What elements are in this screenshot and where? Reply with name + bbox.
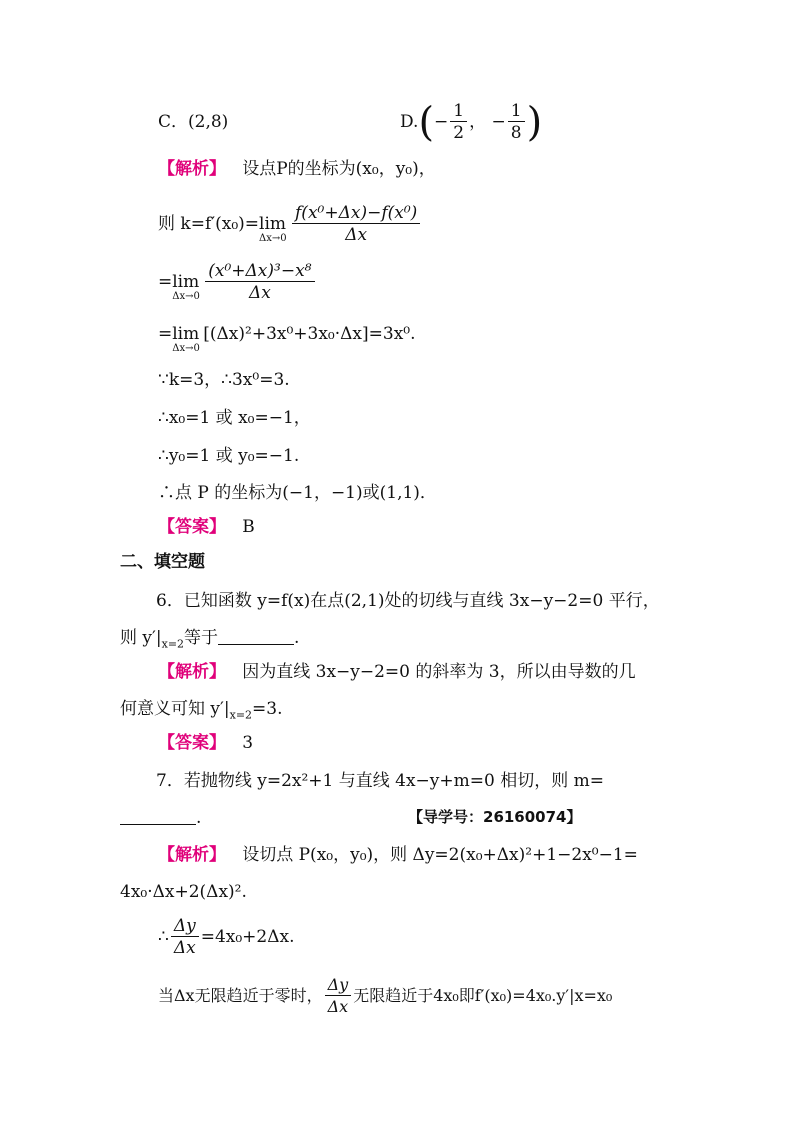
section-title: 二、填空题 xyxy=(120,552,205,572)
text: 无限趋近于4x₀即f′(x₀)=4x₀.y′|x=x₀ xyxy=(353,986,613,1005)
lim xyxy=(259,200,290,248)
frac-num: Δy xyxy=(173,916,196,936)
frac-num: 1 xyxy=(510,101,522,121)
text: 何意义可知 y′| xyxy=(120,699,230,719)
q5-jiexi-line1 xyxy=(158,157,436,181)
sub: x=2 xyxy=(229,708,253,722)
q6-jiexi-line2 xyxy=(120,697,283,727)
frac-den: Δx xyxy=(325,995,352,1018)
frac-den: Δx xyxy=(205,281,314,304)
q7-jiexi-line2: 4x₀·Δx+2(Δx)². xyxy=(120,882,247,902)
sub: x=2 xyxy=(161,637,185,651)
guide-number: 【导学号：26160074】 xyxy=(408,808,582,826)
jiexi-tag: 【解析】 xyxy=(158,159,226,179)
left-paren: ( xyxy=(418,99,435,146)
q5-line4 xyxy=(158,322,416,354)
q5-line5: ∵k=3，∴3x⁰=3. xyxy=(158,370,290,390)
frac-num: f(x⁰+Δx)−f(x⁰) xyxy=(295,203,418,223)
text: = xyxy=(158,324,173,344)
text: 设切点 P(x₀，y₀)，则 Δy=2(x₀+Δx)²+1−2x⁰−1= xyxy=(242,845,638,865)
text: 则 y′| xyxy=(120,628,162,648)
lim xyxy=(172,258,203,306)
q7-frac1 xyxy=(171,916,199,959)
q5-line3 xyxy=(158,258,317,306)
daan-tag: 【答案】 xyxy=(158,733,226,753)
frac-num: Δy xyxy=(327,975,349,994)
q6-line2 xyxy=(120,626,299,656)
option-d: D.(− $\frac{1}{2}$ ， − $\frac{1}{8}$ ) xyxy=(400,99,543,146)
lim-sub: Δx→0 xyxy=(259,233,287,244)
text: . xyxy=(196,808,202,828)
answer-value: 3 xyxy=(242,733,254,753)
lim-sub: Δx→0 xyxy=(172,343,200,354)
lim-text: lim xyxy=(172,324,200,344)
q7-jiexi-line4 xyxy=(158,972,612,1020)
q7-jiexi-line3 xyxy=(158,913,295,961)
frac-den: 8 xyxy=(508,121,525,144)
text: =4x₀+2Δx. xyxy=(200,927,295,947)
text: ∴ xyxy=(158,927,169,947)
q7-line1: 7．若抛物线 y=2x²+1 与直线 4x−y+m=0 相切，则 m= xyxy=(156,771,605,791)
q7-line2 xyxy=(120,806,201,830)
answer-value: B xyxy=(242,517,255,537)
option-d-frac1 xyxy=(450,101,467,144)
frac-den: 2 xyxy=(450,121,467,144)
answer-blank[interactable] xyxy=(218,626,294,645)
q7-jiexi-line1 xyxy=(158,843,638,867)
option-d-label: D. xyxy=(400,112,419,132)
q6-line1: 6．已知函数 y=f(x)在点(2,1)处的切线与直线 3x−y−2=0 平行， xyxy=(156,591,660,611)
option-c: C．(2,8) xyxy=(158,112,229,132)
text: =3. xyxy=(252,699,283,719)
text: 当Δx无限趋近于零时， xyxy=(158,986,323,1005)
q6-answer xyxy=(158,731,253,755)
frac-num: 1 xyxy=(453,101,465,121)
jiexi-tag: 【解析】 xyxy=(158,662,226,682)
lim-text: lim xyxy=(259,214,287,234)
q5-answer xyxy=(158,515,255,539)
lim-sub: Δx→0 xyxy=(172,291,200,302)
q7-frac2 xyxy=(325,975,352,1018)
answer-blank[interactable] xyxy=(120,806,196,825)
text: 则 k=f′(x₀)= xyxy=(158,214,260,234)
text: 设点P的坐标为(x₀，y₀)， xyxy=(242,159,436,179)
frac-den: Δx xyxy=(171,936,199,959)
q5-frac1 xyxy=(292,203,420,246)
q5-frac2 xyxy=(205,261,314,304)
q5-line6: ∴x₀=1 或 x₀=−1， xyxy=(158,408,311,428)
q5-line7: ∴y₀=1 或 y₀=−1. xyxy=(158,446,300,466)
frac-den: Δx xyxy=(292,223,420,246)
frac-num: (x⁰+Δx)³−x⁸ xyxy=(208,261,312,281)
lim xyxy=(172,322,203,354)
lim-text: lim xyxy=(172,272,200,292)
text: [(Δx)²+3x⁰+3x₀·Δx]=3x⁰. xyxy=(203,324,416,344)
text: 因为直线 3x−y−2=0 的斜率为 3，所以由导数的几 xyxy=(242,662,636,682)
q5-line8: ∴点 P 的坐标为(−1，−1)或(1,1)． xyxy=(158,483,437,503)
q6-jiexi-line1 xyxy=(158,660,636,684)
text: 等于 xyxy=(184,628,219,648)
option-d-frac2 xyxy=(508,101,525,144)
right-paren: ) xyxy=(526,99,543,146)
text: = xyxy=(158,272,173,292)
text: . xyxy=(294,628,300,648)
daan-tag: 【答案】 xyxy=(158,517,226,537)
jiexi-tag: 【解析】 xyxy=(158,845,226,865)
q5-line2 xyxy=(158,200,422,248)
